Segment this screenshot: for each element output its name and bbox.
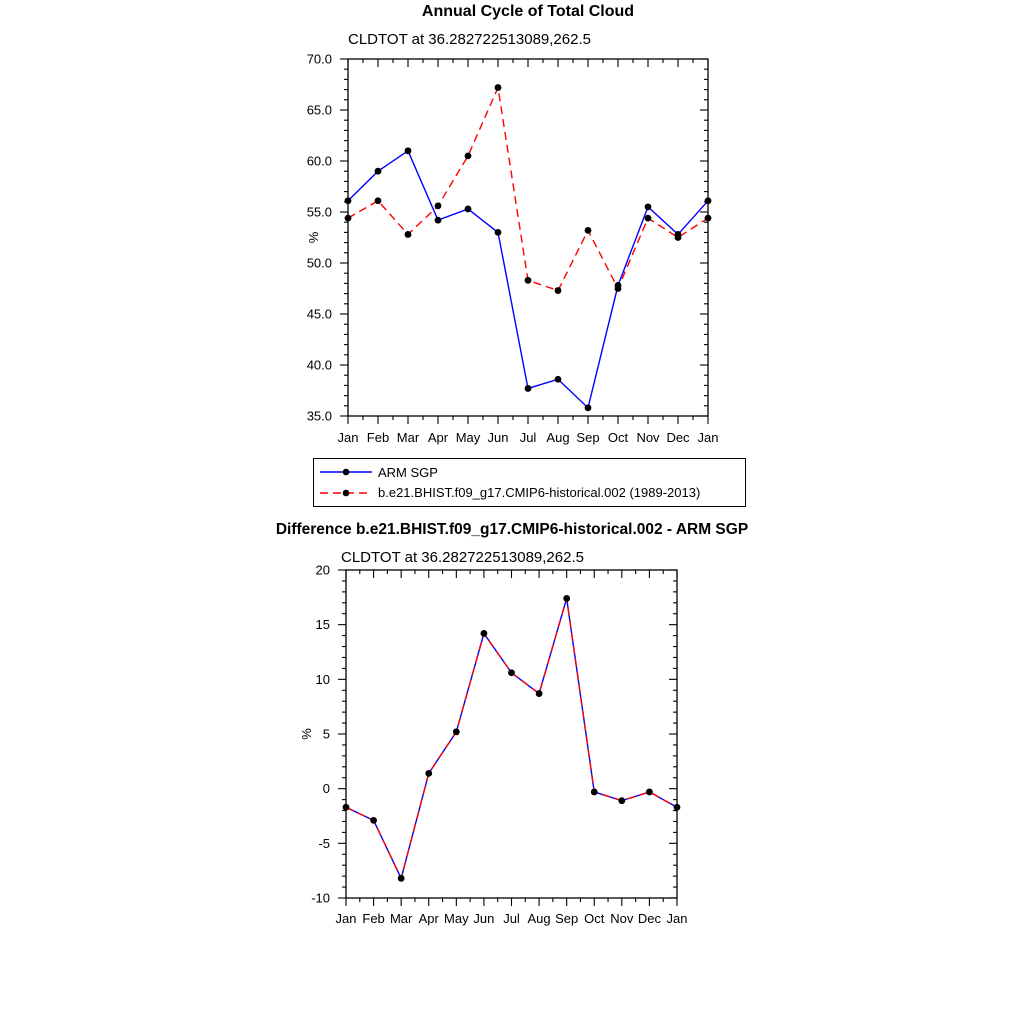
svg-text:Jan: Jan	[335, 911, 357, 926]
svg-text:65.0: 65.0	[306, 102, 332, 118]
svg-text:Feb: Feb	[366, 430, 390, 445]
chart2-series-1-line	[346, 598, 677, 878]
legend-entry-arm-sgp	[319, 465, 745, 480]
svg-text:Mar: Mar	[389, 911, 413, 926]
chart1-title: Annual Cycle of Total Cloud	[421, 3, 635, 20]
svg-text:Nov: Nov	[610, 911, 634, 926]
svg-text:Jan: Jan	[337, 430, 359, 445]
svg-text:70.0: 70.0	[306, 51, 332, 67]
svg-text:Oct: Oct	[584, 911, 605, 926]
chart2-subtitle: CLDTOT at 36.282722513089,262.5	[341, 549, 584, 566]
svg-text:-5: -5	[318, 835, 330, 851]
svg-text:Jan: Jan	[697, 430, 719, 445]
svg-text:20: 20	[315, 562, 330, 578]
y-axis-label: %	[299, 728, 314, 740]
chart1-legend	[313, 458, 746, 507]
tick-labels	[311, 563, 687, 927]
svg-text:15: 15	[315, 617, 330, 633]
legend-line-sample-blue-solid-icon	[319, 466, 375, 478]
svg-text:55.0: 55.0	[306, 204, 332, 220]
svg-text:Jun: Jun	[487, 430, 509, 445]
legend-label-arm-sgp: ARM SGP	[378, 464, 438, 480]
svg-text:5: 5	[322, 726, 330, 742]
svg-text:35.0: 35.0	[306, 408, 332, 424]
svg-text:Sep: Sep	[576, 430, 600, 445]
svg-text:Apr: Apr	[427, 430, 449, 445]
chart1-subtitle: CLDTOT at 36.282722513089,262.5	[348, 31, 591, 48]
y-axis-label: %	[306, 231, 321, 244]
svg-text:Nov: Nov	[636, 430, 660, 445]
svg-text:60.0: 60.0	[306, 153, 332, 169]
svg-text:Dec: Dec	[637, 911, 661, 926]
svg-text:Sep: Sep	[555, 911, 579, 926]
legend-label-model-run: b.e21.BHIST.f09_g17.CMIP6-historical.002 (1989-2013)	[378, 485, 701, 501]
tick-marks	[338, 570, 677, 906]
axis-frame	[346, 570, 677, 898]
legend-line-sample-red-dashed-icon	[319, 487, 375, 499]
legend-entry-model-run	[319, 485, 745, 500]
chart2-series-0-line	[346, 598, 677, 878]
chart1-plot-area	[306, 52, 718, 446]
svg-text:Oct: Oct	[607, 430, 629, 445]
svg-text:-10: -10	[311, 890, 330, 906]
axis-frame	[348, 59, 708, 416]
chart1-series-1-line	[348, 88, 708, 291]
chart1-series-1-markers	[345, 84, 712, 294]
svg-text:Jul: Jul	[519, 430, 537, 445]
svg-text:Aug: Aug	[546, 430, 570, 445]
tick-labels	[307, 52, 719, 446]
svg-text:Aug: Aug	[527, 911, 551, 926]
svg-text:Dec: Dec	[666, 430, 690, 445]
svg-text:10: 10	[315, 671, 330, 687]
svg-text:45.0: 45.0	[306, 306, 332, 322]
svg-text:Mar: Mar	[396, 430, 420, 445]
svg-text:Jul: Jul	[503, 911, 520, 926]
svg-text:Jun: Jun	[473, 911, 495, 926]
svg-text:40.0: 40.0	[306, 357, 332, 373]
chart2-plot-area	[299, 563, 687, 927]
svg-text:0: 0	[322, 781, 330, 797]
svg-text:May: May	[444, 911, 469, 926]
svg-text:May: May	[455, 430, 481, 445]
chart2-title: Difference b.e21.BHIST.f09_g17.CMIP6-historical.002 - ARM SGP	[275, 521, 749, 538]
chart2-series-1-markers	[343, 595, 681, 882]
svg-text:50.0: 50.0	[306, 255, 332, 271]
svg-text:Feb: Feb	[362, 911, 385, 926]
svg-text:Jan: Jan	[666, 911, 688, 926]
svg-text:Apr: Apr	[418, 911, 439, 926]
